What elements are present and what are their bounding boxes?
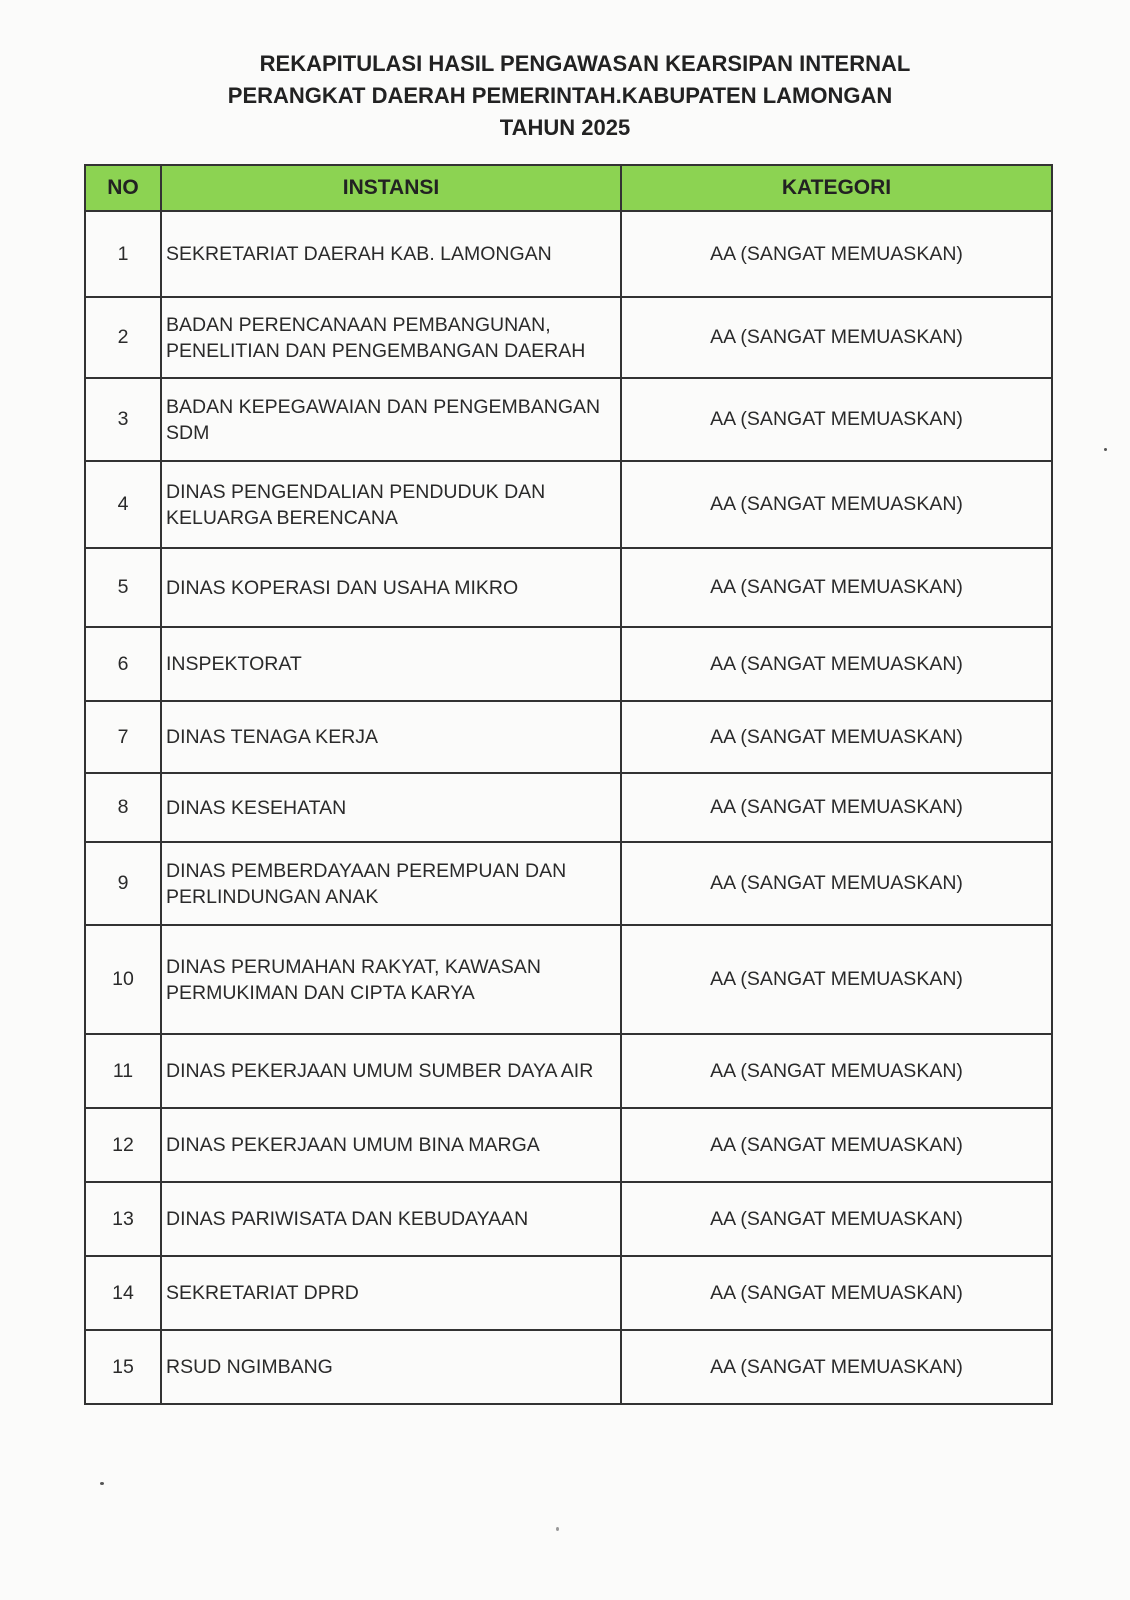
- table-row: [85, 461, 1052, 548]
- row-kategori: AA (SANGAT MEMUASKAN): [621, 1256, 1052, 1330]
- scan-speck: [100, 1482, 104, 1485]
- row-instansi: BADAN KEPEGAWAIAN DAN PENGEMBANGAN SDM: [161, 378, 621, 461]
- table-row: [85, 548, 1052, 627]
- table-row: [85, 773, 1052, 842]
- row-kategori: AA (SANGAT MEMUASKAN): [621, 701, 1052, 773]
- table-row: [85, 1256, 1052, 1330]
- row-kategori: AA (SANGAT MEMUASKAN): [621, 1034, 1052, 1108]
- row-instansi: INSPEKTORAT: [161, 627, 621, 701]
- table-row: [85, 701, 1052, 773]
- row-kategori: AA (SANGAT MEMUASKAN): [621, 925, 1052, 1034]
- row-no: 9: [85, 842, 161, 925]
- row-no: 11: [85, 1034, 161, 1108]
- row-no: 12: [85, 1108, 161, 1182]
- row-kategori: AA (SANGAT MEMUASKAN): [621, 1330, 1052, 1404]
- row-no: 7: [85, 701, 161, 773]
- row-no: 13: [85, 1182, 161, 1256]
- row-no: 6: [85, 627, 161, 701]
- row-instansi: DINAS PEKERJAAN UMUM BINA MARGA: [161, 1108, 621, 1182]
- header-kategori: KATEGORI: [621, 165, 1052, 211]
- row-instansi: DINAS PARIWISATA DAN KEBUDAYAAN: [161, 1182, 621, 1256]
- header-instansi: INSTANSI: [161, 165, 621, 211]
- title-line-1: REKAPITULASI HASIL PENGAWASAN KEARSIPAN INTERNAL: [259, 51, 911, 76]
- row-no: 8: [85, 773, 161, 842]
- row-kategori: AA (SANGAT MEMUASKAN): [621, 461, 1052, 548]
- row-kategori: AA (SANGAT MEMUASKAN): [621, 1108, 1052, 1182]
- row-no: 2: [85, 297, 161, 378]
- scan-speck: [1104, 448, 1107, 451]
- table-row: [85, 211, 1052, 297]
- header-no: NO: [85, 165, 161, 211]
- row-kategori: AA (SANGAT MEMUASKAN): [621, 1182, 1052, 1256]
- table-row: [85, 1330, 1052, 1404]
- rekap-table: [84, 164, 1053, 1405]
- document-title: [0, 48, 1130, 144]
- row-no: 5: [85, 548, 161, 627]
- row-instansi: DINAS KOPERASI DAN USAHA MIKRO: [161, 548, 621, 627]
- row-kategori: AA (SANGAT MEMUASKAN): [621, 297, 1052, 378]
- table-row: [85, 627, 1052, 701]
- row-kategori: AA (SANGAT MEMUASKAN): [621, 627, 1052, 701]
- row-kategori: AA (SANGAT MEMUASKAN): [621, 211, 1052, 297]
- row-no: 4: [85, 461, 161, 548]
- row-instansi: SEKRETARIAT DPRD: [161, 1256, 621, 1330]
- row-no: 3: [85, 378, 161, 461]
- row-no: 14: [85, 1256, 161, 1330]
- row-instansi: DINAS KESEHATAN: [161, 773, 621, 842]
- title-line-2: PERANGKAT DAERAH PEMERINTAH.KABUPATEN LAMONGAN: [227, 83, 893, 108]
- table-row: [85, 378, 1052, 461]
- row-instansi: SEKRETARIAT DAERAH KAB. LAMONGAN: [161, 211, 621, 297]
- table-row: [85, 1108, 1052, 1182]
- row-instansi: DINAS PENGENDALIAN PENDUDUK DAN KELUARGA BERENCANA: [161, 461, 621, 548]
- row-instansi: DINAS PERUMAHAN RAKYAT, KAWASAN PERMUKIMAN DAN CIPTA KARYA: [161, 925, 621, 1034]
- row-instansi: DINAS TENAGA KERJA: [161, 701, 621, 773]
- row-no: 1: [85, 211, 161, 297]
- row-instansi: DINAS PEKERJAAN UMUM SUMBER DAYA AIR: [161, 1034, 621, 1108]
- title-line-3: TAHUN 2025: [499, 115, 631, 140]
- row-kategori: AA (SANGAT MEMUASKAN): [621, 773, 1052, 842]
- row-kategori: AA (SANGAT MEMUASKAN): [621, 548, 1052, 627]
- table-row: [85, 925, 1052, 1034]
- table-row: [85, 842, 1052, 925]
- row-no: 10: [85, 925, 161, 1034]
- table-header-row: [85, 165, 1052, 211]
- row-kategori: AA (SANGAT MEMUASKAN): [621, 378, 1052, 461]
- scan-speck: [556, 1527, 559, 1531]
- row-instansi: DINAS PEMBERDAYAAN PEREMPUAN DAN PERLINDUNGAN ANAK: [161, 842, 621, 925]
- table-row: [85, 297, 1052, 378]
- table-row: [85, 1034, 1052, 1108]
- row-instansi: RSUD NGIMBANG: [161, 1330, 621, 1404]
- row-no: 15: [85, 1330, 161, 1404]
- row-instansi: BADAN PERENCANAAN PEMBANGUNAN, PENELITIAN DAN PENGEMBANGAN DAERAH: [161, 297, 621, 378]
- row-kategori: AA (SANGAT MEMUASKAN): [621, 842, 1052, 925]
- table-row: [85, 1182, 1052, 1256]
